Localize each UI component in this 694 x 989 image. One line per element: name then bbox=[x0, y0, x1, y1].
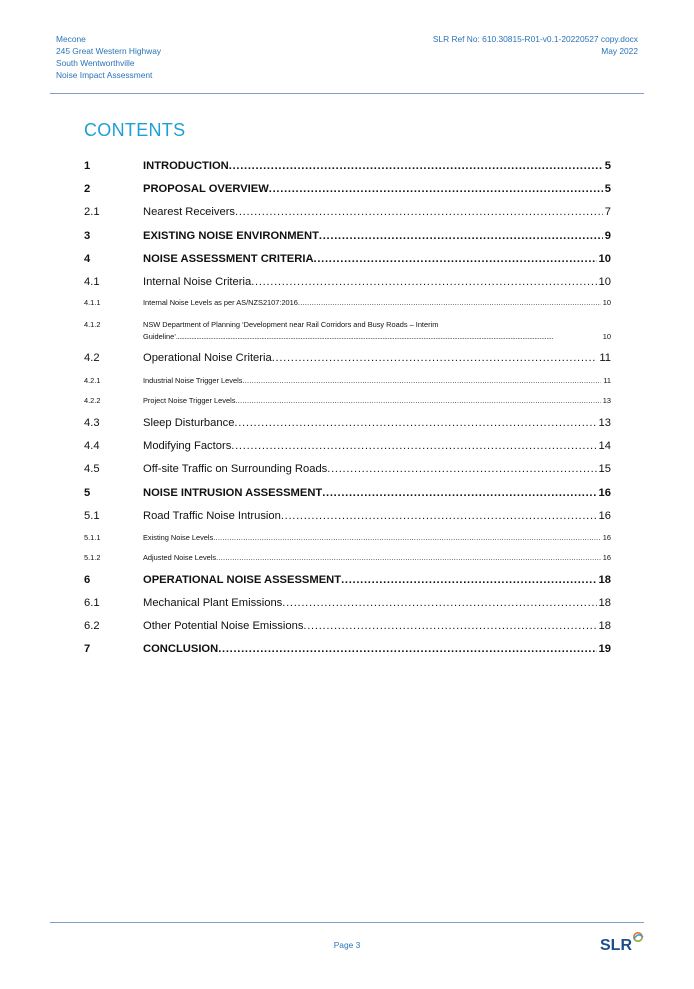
header-report-title: Noise Impact Assessment bbox=[56, 70, 153, 80]
toc-page: 13 bbox=[602, 396, 611, 405]
toc-title: PROPOSAL OVERVIEW bbox=[143, 183, 269, 195]
toc-leader bbox=[218, 643, 596, 655]
toc-entry-2-1[interactable] bbox=[84, 206, 611, 218]
toc-title: Mechanical Plant Emissions bbox=[143, 597, 283, 609]
toc-number: 4.1.1 bbox=[84, 298, 101, 307]
toc-page: 16 bbox=[602, 553, 611, 562]
header-client: Mecone bbox=[56, 34, 86, 44]
toc-leader bbox=[251, 276, 596, 288]
toc-title: NOISE INTRUSION ASSESSMENT bbox=[143, 487, 323, 499]
toc-leader bbox=[235, 206, 603, 218]
toc-number: 4.5 bbox=[84, 463, 100, 475]
header-rule bbox=[50, 93, 644, 94]
toc-number: 6.2 bbox=[84, 620, 100, 632]
toc-page: 10 bbox=[598, 276, 611, 288]
toc-leader bbox=[303, 620, 596, 632]
toc-title: Operational Noise Criteria bbox=[143, 352, 272, 364]
toc-entry-4-2[interactable] bbox=[84, 352, 611, 364]
logo-arc-green bbox=[635, 939, 642, 941]
toc-title: Road Traffic Noise Intrusion bbox=[143, 510, 281, 522]
toc-entry-4-1-1[interactable] bbox=[84, 298, 611, 307]
toc-number: 4.1.2 bbox=[84, 320, 101, 329]
toc-entry-4-1[interactable] bbox=[84, 276, 611, 288]
toc-number: 4.3 bbox=[84, 417, 100, 429]
toc-number: 6 bbox=[84, 574, 91, 586]
toc-leader bbox=[234, 417, 596, 429]
toc-entry-3[interactable] bbox=[84, 230, 611, 242]
toc-leader bbox=[298, 298, 601, 307]
toc-number: 5.1 bbox=[84, 510, 100, 522]
toc-number: 3 bbox=[84, 230, 91, 242]
toc-page: 18 bbox=[598, 597, 611, 609]
toc-title: CONCLUSION bbox=[143, 643, 219, 655]
toc-entry-5-1-2[interactable] bbox=[84, 553, 611, 562]
toc-title-line1: NSW Department of Planning ‘Development near Rail Corridors and Busy Roads – Interim bbox=[143, 320, 439, 329]
toc-leader bbox=[327, 463, 596, 475]
toc-leader bbox=[322, 487, 596, 499]
toc-leader bbox=[231, 440, 596, 452]
slr-logo-mark bbox=[600, 931, 646, 953]
toc-entry-5-1-1[interactable] bbox=[84, 533, 611, 542]
toc-title: Other Potential Noise Emissions bbox=[143, 620, 304, 632]
toc-page: 16 bbox=[602, 533, 611, 542]
toc-leader bbox=[272, 352, 598, 364]
toc-leader bbox=[242, 376, 601, 385]
toc-number: 4.2.2 bbox=[84, 396, 101, 405]
toc-leader bbox=[235, 396, 600, 405]
toc-title: OPERATIONAL NOISE ASSESSMENT bbox=[143, 574, 342, 586]
toc-leader bbox=[269, 183, 603, 195]
toc-title: Adjusted Noise Levels bbox=[143, 553, 217, 562]
toc-number: 5.1.1 bbox=[84, 533, 101, 542]
toc-number: 2 bbox=[84, 183, 91, 195]
toc-entry-4[interactable] bbox=[84, 253, 611, 265]
toc-entry-5[interactable] bbox=[84, 487, 611, 499]
toc-page: 5 bbox=[604, 183, 611, 195]
toc-entry-4-4[interactable] bbox=[84, 440, 611, 452]
toc-title: Modifying Factors bbox=[143, 440, 232, 452]
toc-leader bbox=[213, 533, 601, 542]
toc-title: Nearest Receivers bbox=[143, 206, 236, 218]
toc-title-line2: Guideline’ bbox=[143, 332, 176, 341]
toc-leader bbox=[229, 160, 603, 172]
toc-leader bbox=[341, 574, 596, 586]
toc-page: 18 bbox=[598, 574, 611, 586]
contents-title: CONTENTS bbox=[84, 120, 186, 140]
header-right bbox=[433, 33, 638, 57]
toc-entry-7[interactable] bbox=[84, 643, 611, 655]
toc-title: Sleep Disturbance bbox=[143, 417, 235, 429]
toc-number: 4 bbox=[84, 253, 91, 265]
header-date: May 2022 bbox=[601, 46, 638, 56]
toc-number: 4.2 bbox=[84, 352, 100, 364]
toc-page: 14 bbox=[598, 440, 611, 452]
toc-title: EXISTING NOISE ENVIRONMENT bbox=[143, 230, 319, 242]
toc-title: NOISE ASSESSMENT CRITERIA bbox=[143, 253, 314, 265]
slr-logo-text: SLR bbox=[600, 937, 632, 953]
toc-number: 4.4 bbox=[84, 440, 100, 452]
toc-number: 5.1.2 bbox=[84, 553, 101, 562]
toc-page: 10 bbox=[602, 332, 611, 341]
toc-leader bbox=[176, 332, 601, 341]
toc-entry-6-2[interactable] bbox=[84, 620, 611, 632]
toc-entry-4-1-2[interactable] bbox=[84, 320, 611, 344]
toc-page: 7 bbox=[604, 206, 611, 218]
toc-title: Industrial Noise Trigger Levels bbox=[143, 376, 243, 385]
toc-leader bbox=[282, 597, 596, 609]
toc-entry-6[interactable] bbox=[84, 574, 611, 586]
toc-number: 4.2.1 bbox=[84, 376, 101, 385]
toc-page: 15 bbox=[598, 463, 611, 475]
toc-entry-4-2-2[interactable] bbox=[84, 396, 611, 405]
toc-entry-5-1[interactable] bbox=[84, 510, 611, 522]
toc-page: 13 bbox=[598, 417, 611, 429]
toc-leader bbox=[281, 510, 597, 522]
toc-number: 1 bbox=[84, 160, 91, 172]
toc-entry-4-5[interactable] bbox=[84, 463, 611, 475]
toc-page: 11 bbox=[603, 376, 611, 385]
footer-rule bbox=[50, 922, 644, 923]
toc-page: 5 bbox=[604, 160, 611, 172]
toc-number: 7 bbox=[84, 643, 91, 655]
toc-leader bbox=[319, 230, 603, 242]
header-left bbox=[56, 33, 161, 81]
toc-title: Project Noise Trigger Levels bbox=[143, 396, 236, 405]
toc-page: 19 bbox=[598, 643, 611, 655]
toc-title: INTRODUCTION bbox=[143, 160, 229, 172]
header-ref: SLR Ref No: 610.30815-R01-v0.1-20220527 copy.docx bbox=[432, 34, 638, 44]
header-suburb: South Wentworthville bbox=[56, 58, 135, 68]
toc-title: Internal Noise Levels as per AS/NZS2107:2016 bbox=[143, 298, 298, 307]
toc-number: 6.1 bbox=[84, 597, 100, 609]
toc-title: Existing Noise Levels bbox=[143, 533, 214, 542]
toc-entry-6-1[interactable] bbox=[84, 597, 611, 609]
toc-number: 2.1 bbox=[84, 206, 100, 218]
toc-page: 16 bbox=[598, 487, 611, 499]
footer-page-number: Page 3 bbox=[333, 940, 361, 950]
toc-leader bbox=[216, 553, 601, 562]
toc-page: 10 bbox=[598, 253, 611, 265]
header-address: 245 Great Western Highway bbox=[56, 46, 162, 56]
slr-logo bbox=[600, 931, 646, 958]
toc-entry-4-3[interactable] bbox=[84, 417, 611, 429]
toc-title: Off-site Traffic on Surrounding Roads bbox=[143, 463, 328, 475]
toc-page: 11 bbox=[599, 352, 611, 364]
toc-number: 5 bbox=[84, 487, 91, 499]
toc-page: 18 bbox=[598, 620, 611, 632]
toc-page: 10 bbox=[602, 298, 611, 307]
toc-leader bbox=[314, 253, 597, 265]
toc-entry-2[interactable] bbox=[84, 183, 611, 195]
toc-number: 4.1 bbox=[84, 276, 100, 288]
toc-title: Internal Noise Criteria bbox=[143, 276, 252, 288]
toc-page: 16 bbox=[598, 510, 611, 522]
toc-page: 9 bbox=[604, 230, 611, 242]
toc-entry-1[interactable] bbox=[84, 160, 611, 172]
toc-entry-4-2-1[interactable] bbox=[84, 376, 611, 385]
